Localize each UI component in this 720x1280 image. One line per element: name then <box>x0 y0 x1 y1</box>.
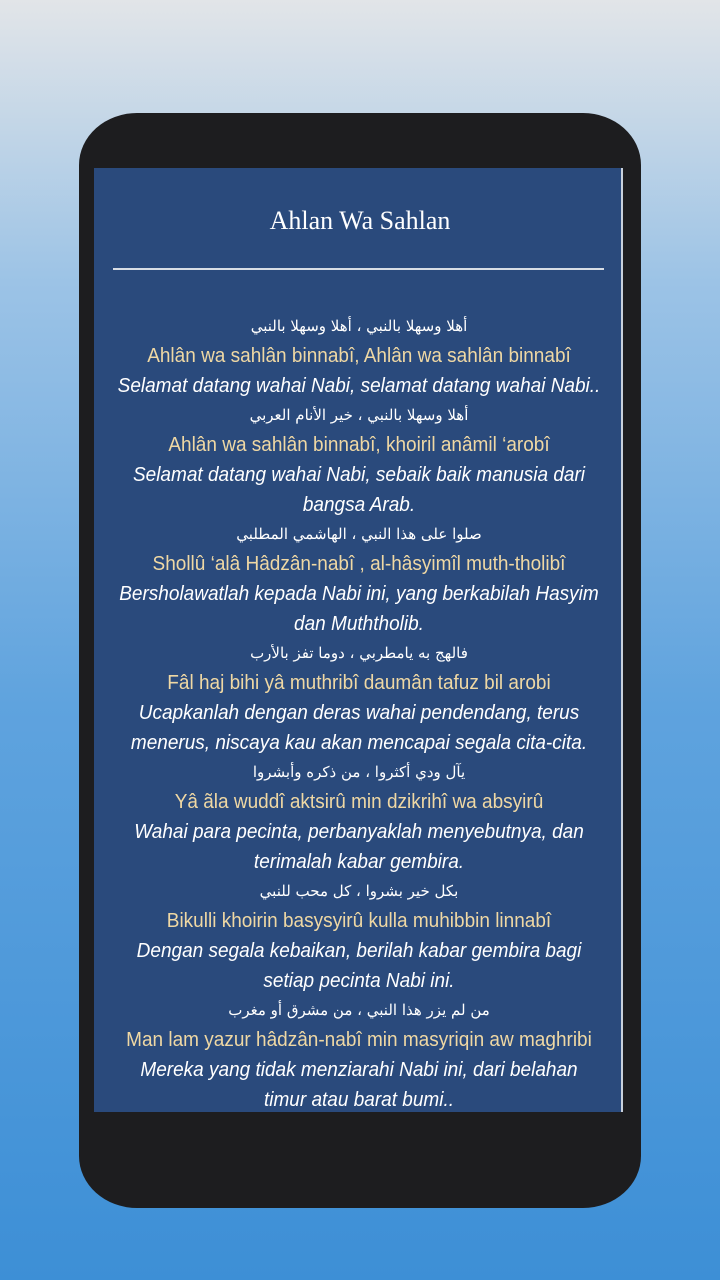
verse <box>104 520 614 639</box>
verse <box>104 996 614 1115</box>
verse-translation: Ucapkanlah dengan deras wahai pendendang, terus menerus, niscaya kau akan mencapai segala cita-cita. <box>130 702 588 754</box>
title-divider <box>113 268 604 270</box>
verse-arabic: أهلا وسهلا بالنبي ، أهلا وسهلا بالنبي <box>250 317 468 335</box>
verse-translation: Selamat datang wahai Nabi, sebaik baik manusia dari bangsa Arab. <box>132 464 586 516</box>
verse-transliteration: Shollû ‘alâ Hâdzân-nabî , al-hâsyimîl muth-tholibî <box>152 553 566 575</box>
verse-transliteration: Yâ ãla wuddî aktsirû min dzikrihî wa absyirû <box>174 791 544 813</box>
verse-transliteration: Bikulli khoirin basysyirû kulla muhibbin linnabî <box>166 910 552 932</box>
verse-transliteration: Ahlân wa sahlân binnabî, Ahlân wa sahlân binnabî <box>147 345 571 367</box>
verse-translation: Selamat datang wahai Nabi, selamat datang wahai Nabi.. <box>117 375 601 397</box>
verse <box>104 758 614 877</box>
verse <box>104 877 614 996</box>
verse-translation: Wahai para pecinta, perbanyaklah menyebutnya, dan terimalah kabar gembira. <box>134 821 584 873</box>
verse-arabic: أهلا وسهلا بالنبي ، خير الأنام العربي <box>249 406 469 424</box>
verse-transliteration: Man lam yazur hâdzân-nabî min masyriqin aw maghribi <box>126 1029 592 1051</box>
verse <box>104 312 614 401</box>
verse <box>104 401 614 520</box>
lyrics-content[interactable] <box>104 312 614 1115</box>
verse-arabic: من لم يزر هذا النبي ، من مشرق أو مغرب <box>228 1001 490 1019</box>
verse-translation: Mereka yang tidak menziarahi Nabi ini, dari belahan timur atau barat bumi.. <box>140 1059 578 1111</box>
verse-arabic: بكل خير بشروا ، كل محب للنبي <box>259 882 459 900</box>
verse-transliteration: Fâl haj bihi yâ muthribî daumân tafuz bil arobi <box>167 672 551 694</box>
verse-transliteration: Ahlân wa sahlân binnabî, khoiril anâmil ‘arobî <box>168 434 550 456</box>
verse <box>104 639 614 758</box>
verse-translation: Dengan segala kebaikan, berilah kabar gembira bagi setiap pecinta Nabi ini. <box>136 940 582 992</box>
verse-arabic: يآل ودي أكثروا ، من ذكره وأبشروا <box>252 763 466 781</box>
verse-translation: Bersholawatlah kepada Nabi ini, yang berkabilah Hasyim dan Muththolib. <box>119 583 599 635</box>
verse-arabic: صلوا على هذا النبي ، الهاشمي المطلبي <box>236 525 482 543</box>
page-title: Ahlan Wa Sahlan <box>269 206 451 235</box>
verse-arabic: فالهج به يامطربي ، دوما تفز بالأرب <box>250 644 468 662</box>
